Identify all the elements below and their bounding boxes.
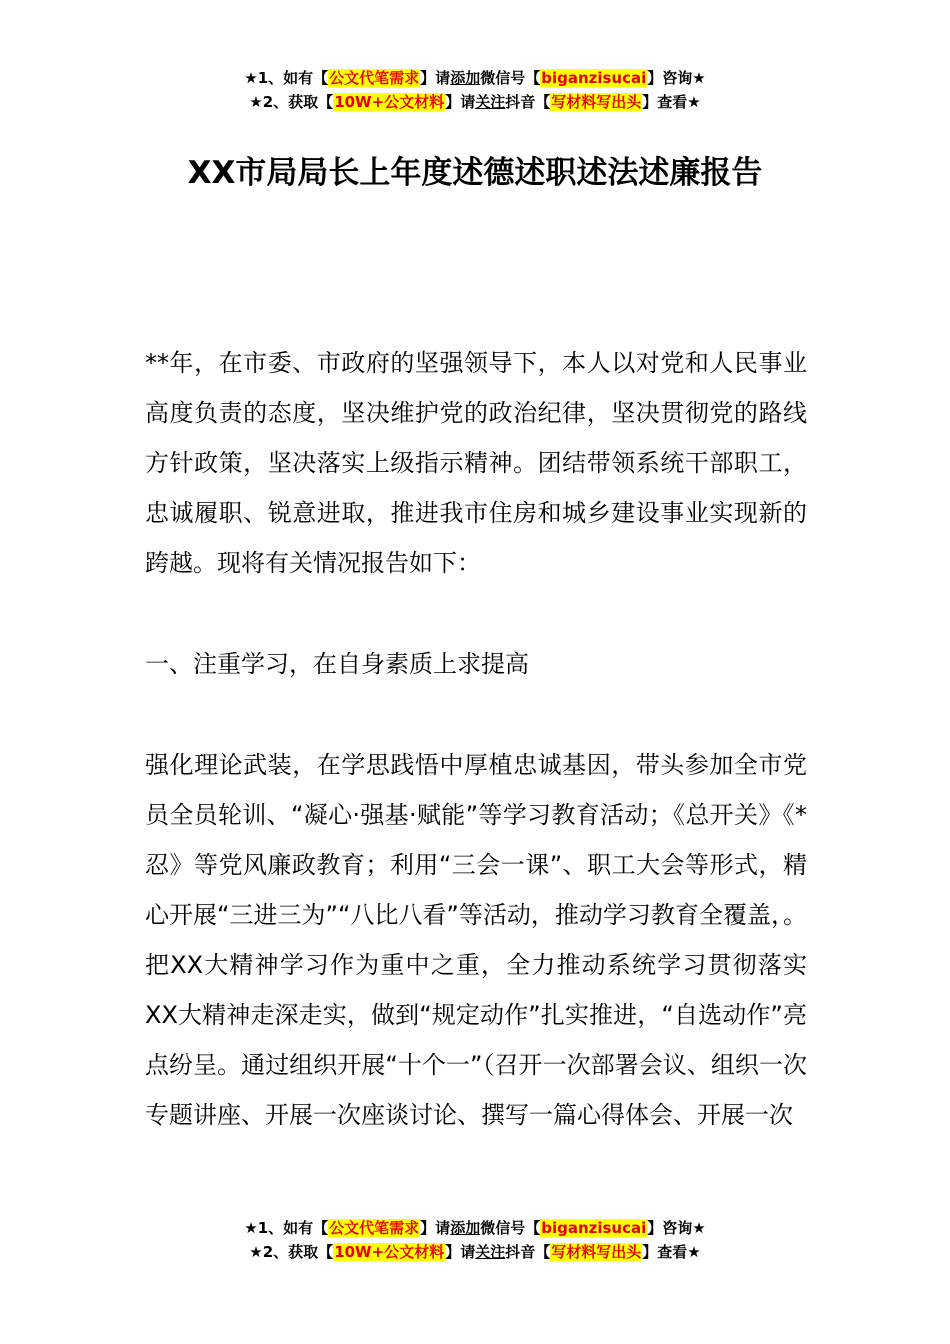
promo-text: ★1、如有【 bbox=[244, 69, 329, 87]
promo-line-1 bbox=[0, 66, 950, 90]
promo-text: 抖音【 bbox=[505, 1243, 551, 1261]
promo-highlight: biganzisucai bbox=[541, 1219, 647, 1237]
promo-text: 】请 bbox=[445, 93, 476, 111]
document-body bbox=[145, 338, 807, 1140]
promo-text: 】请 bbox=[445, 1243, 476, 1261]
promo-highlight: 公文代笔需求 bbox=[329, 1219, 420, 1237]
promo-underline: 添加 bbox=[450, 69, 481, 87]
promo-text: ★2、获取【 bbox=[249, 1243, 334, 1261]
promo-text: 】查看★ bbox=[642, 93, 701, 111]
promo-header bbox=[0, 66, 950, 114]
promo-underline: 添加 bbox=[450, 1219, 481, 1237]
promo-text: ★1、如有【 bbox=[244, 1219, 329, 1237]
promo-highlight: 10W+公文材料 bbox=[334, 1243, 445, 1261]
body-paragraph: 强化理论武装，在学思践悟中厚植忠诚基因，带头参加全市党员全员轮训、“凝心·强基·赋能”等学习教育活动；《总开关》《*忍》等党风廉政教育；利用“三会一课”、职工大会等形式，精心开展“三进三为”“八比八看”等活动，推动学习教育全覆盖，。把XX大精神学习作为重中之重，全力推动系统学习贯彻落实XX大精神走深走实，做到“规定动作”扎实推进，“自选动作”亮点纷呈。通过组织开展“十个一”（召开一次部署会议、组织一次专题讲座、开展一次座谈讨论、撰写一篇心得体会、开展一次 bbox=[145, 751, 807, 1129]
paragraph-gap bbox=[145, 689, 807, 740]
promo-text: 】咨询★ bbox=[647, 1219, 706, 1237]
promo-text: 微信号【 bbox=[480, 69, 541, 87]
section-heading: 一、注重学习，在自身素质上求提高 bbox=[145, 650, 529, 678]
promo-highlight: 写材料写出头 bbox=[551, 1243, 642, 1261]
promo-text: 微信号【 bbox=[480, 1219, 541, 1237]
promo-underline: 关注 bbox=[475, 93, 506, 111]
promo-highlight: 写材料写出头 bbox=[551, 93, 642, 111]
promo-footer bbox=[0, 1216, 950, 1264]
document-title: XX市局局长上年度述德述职述法述廉报告 bbox=[187, 155, 763, 191]
promo-line-2 bbox=[0, 90, 950, 114]
promo-text: ★2、获取【 bbox=[249, 93, 334, 111]
paragraph-gap bbox=[145, 588, 807, 639]
promo-text: 抖音【 bbox=[505, 93, 551, 111]
intro-paragraph: **年，在市委、市政府的坚强领导下，本人以对党和人民事业高度负责的态度，坚决维护党的政治纪律，坚决贯彻党的路线方针政策，坚决落实上级指示精神。团结带领系统干部职工，忠诚履职、锐意进取，推进我市住房和城乡建设事业实现新的跨越。现将有关情况报告如下： bbox=[145, 349, 807, 577]
promo-text: 】咨询★ bbox=[647, 69, 706, 87]
promo-highlight: 10W+公文材料 bbox=[334, 93, 445, 111]
promo-line-2 bbox=[0, 1240, 950, 1264]
promo-text: 】查看★ bbox=[642, 1243, 701, 1261]
promo-highlight: biganzisucai bbox=[541, 69, 647, 87]
promo-underline: 关注 bbox=[475, 1243, 506, 1261]
promo-line-1 bbox=[0, 1216, 950, 1240]
promo-text: 】请 bbox=[420, 69, 451, 87]
promo-highlight: 公文代笔需求 bbox=[329, 69, 420, 87]
promo-text: 】请 bbox=[420, 1219, 451, 1237]
